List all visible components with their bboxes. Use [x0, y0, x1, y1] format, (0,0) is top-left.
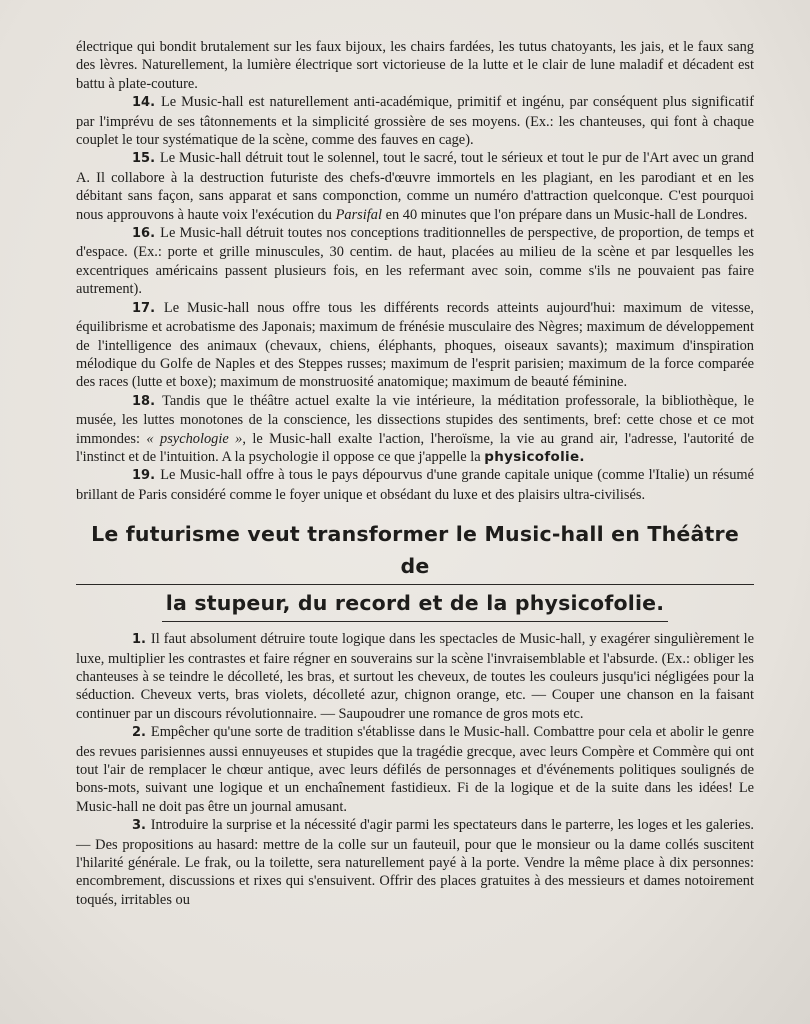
paragraph-number: 19 . [132, 468, 160, 483]
paragraph-text: Il faut absolument détruire toute logique dans les spectacles de Music-hall, y exagérer singulièrement le luxe, multiplier les contrastes et faire régner en souverains sur la scène l'invraisemblable et l'absurde. (Ex.: obliger les chanteuses à se teindre le décolleté, les bras, et surtout les cheveux, de toutes les couleurs jusqu'ici négligées pour la séduction. Cheveux verts, bras violets, décolleté azur, chignon orange, etc. — Couper une chanson en la faisant continuer par un discours révolutionnaire. — Saupoudrer une romance de gros mots etc. [76, 631, 754, 722]
paragraph-15 [76, 149, 754, 224]
section-heading [76, 518, 754, 622]
paragraph-2 [76, 723, 754, 816]
paragraph-number: 17 . [132, 301, 164, 316]
manifesto-points-bottom [76, 630, 754, 909]
section-heading-line-1: Le futurisme veut transformer le Music-hall en Théâtre de [76, 518, 754, 585]
paragraph-19 [76, 466, 754, 504]
paragraph-number: 3 . [132, 818, 151, 833]
paragraph-text: Tandis que le théâtre actuel exalte la vie intérieure, la méditation professorale, la bibliothèque, le musée, les luttes monotones de la conscience, les dissections stupides des sentiments, bref: cette chose et ce mot immondes: [76, 392, 754, 447]
section-heading-line-2: la stupeur, du record et de la physicofolie. [162, 587, 669, 622]
paragraph-number: 15 . [132, 151, 160, 166]
paragraph-text: Le Music-hall nous offre tous les différents records atteints aujourd'hui: maximum de vitesse, équilibrisme et acrobatisme des Japonais; maximum de frénésie musculaire des Nègres; maximum de développement de l'intelligence des animaux (chevaux, chiens, éléphants, phoques, oiseaux savants); maximum d'inspiration mélodique du Golfe de Naples et des Steppes russes; maximum de l'esprit parisien; maximum de la force comparée des races (lutte et boxe); maximum de monstruosité anatomique; maximum de beauté féminine. [76, 299, 754, 391]
paragraph-17 [76, 299, 754, 392]
paragraph-number: 1 . [132, 632, 151, 647]
italic-title-parsifal: Parsifal [335, 206, 382, 223]
paragraph-text: électrique qui bondit brutalement sur les faux bijoux, les chairs fardées, les tutus chatoyants, les jais, et le faux sang des lèvres. Naturellement, la lumière électrique sort victorieuse de la lutte et le clair de lune maladif et décadent est battu à plate-couture. [76, 39, 754, 92]
paragraph-text: , le Music-hall exalte l'action, l'heroïsme, la vie au grand air, l'adresse, l'autorité de l'instinct et de l'intuition. A la psychologie il oppose ce que j'appelle la [76, 430, 754, 465]
paragraph-text: Le Music-hall détruit toutes nos conceptions traditionnelles de perspective, de proportion, de temps et d'espace. (Ex.: porte et grille minuscules, 30 centim. de haut, placées au milieu de la scène et par lesquelles les excentriques américains passent plusieurs fois, en les refermant avec soin, comme s'ils ne pouvaient pas faire autrement). [76, 225, 755, 298]
italic-psychologie: « psychologie » [146, 430, 243, 447]
paragraph-text: en 40 minutes que l'on prépare dans un Music-hall de Londres. [385, 206, 748, 223]
paragraph-text: Introduire la surprise et la nécessité d'agir parmi les spectateurs dans le parterre, les loges et les galeries. — Des propositions au hasard: mettre de la colle sur un fauteuil, pour que le monsieur ou la dame collés suscitent l'hilarité générale. Le frak, ou la toilette, sera naturellement payé à la porte. Vendre la même place à dix personnes: encombrement, discussions et rixes qui s'ensuivent. Offrir des places gratuites à des messieurs et dames notoirement toqués, irritables ou [76, 817, 755, 908]
paragraph-16 [76, 224, 754, 299]
paragraph-text: Le Music-hall détruit tout le solennel, tout le sacré, tout le sérieux et tout le pur de l'Art avec un grand A. Il collabore à la destruction futuriste des chefs-d'œuvre immortels en les plagiant, en les parodiant et en les débitant sans façon, sans apparat et sans componction, comme un numéro d'attraction quelconque. C'est pourquoi nous approuvons à haute voix l'exécution du [76, 150, 754, 223]
manifesto-points-top [76, 38, 754, 504]
paragraph-text: Le Music-hall est naturellement anti-académique, primitif et ingénu, par conséquent plus significatif par l'imprévu de ses tâtonnements et la simplicité grossière de ses moyens. (Ex.: les chanteuses, qui font à chaque couplet le tour systématique de la scène, comme des fauves en cage). [76, 94, 754, 149]
paragraph-text: Le Music-hall offre à tous le pays dépourvus d'une grande capitale unique (comme l'Italie) un résumé brillant de Paris considéré comme le foyer unique et obsédant du luxe et des plaisirs ultra-civilisés. [76, 467, 754, 503]
paragraph-number: 2 . [132, 725, 151, 740]
paragraph-continuation [76, 38, 754, 93]
paragraph-1 [76, 630, 754, 723]
paragraph-number: 18 . [132, 394, 162, 409]
paragraph-14 [76, 93, 754, 149]
bold-physicofolie: physicofolie. [484, 448, 585, 465]
paragraph-text: Empêcher qu'une sorte de tradition s'établisse dans le Music-hall. Combattre pour cela et abolir le genre des revues parisiennes aussi ennuyeuses et stupides que la tragédie grecque, avec leurs Compère et Commère qui ont tout l'air de remplacer le chœur antique, avec leurs défilés de personnages et d'événements politiques soulignés de bons-mots, suivant une logique et un enchaînement fastidieux. Fi de la logique et de la suite dans les idées! Le Music-hall ne doit pas être un journal amusant. [76, 724, 755, 815]
paragraph-number: 14 . [132, 95, 161, 110]
paragraph-number: 16 . [132, 226, 160, 241]
paragraph-18 [76, 392, 754, 467]
paragraph-3 [76, 816, 754, 909]
